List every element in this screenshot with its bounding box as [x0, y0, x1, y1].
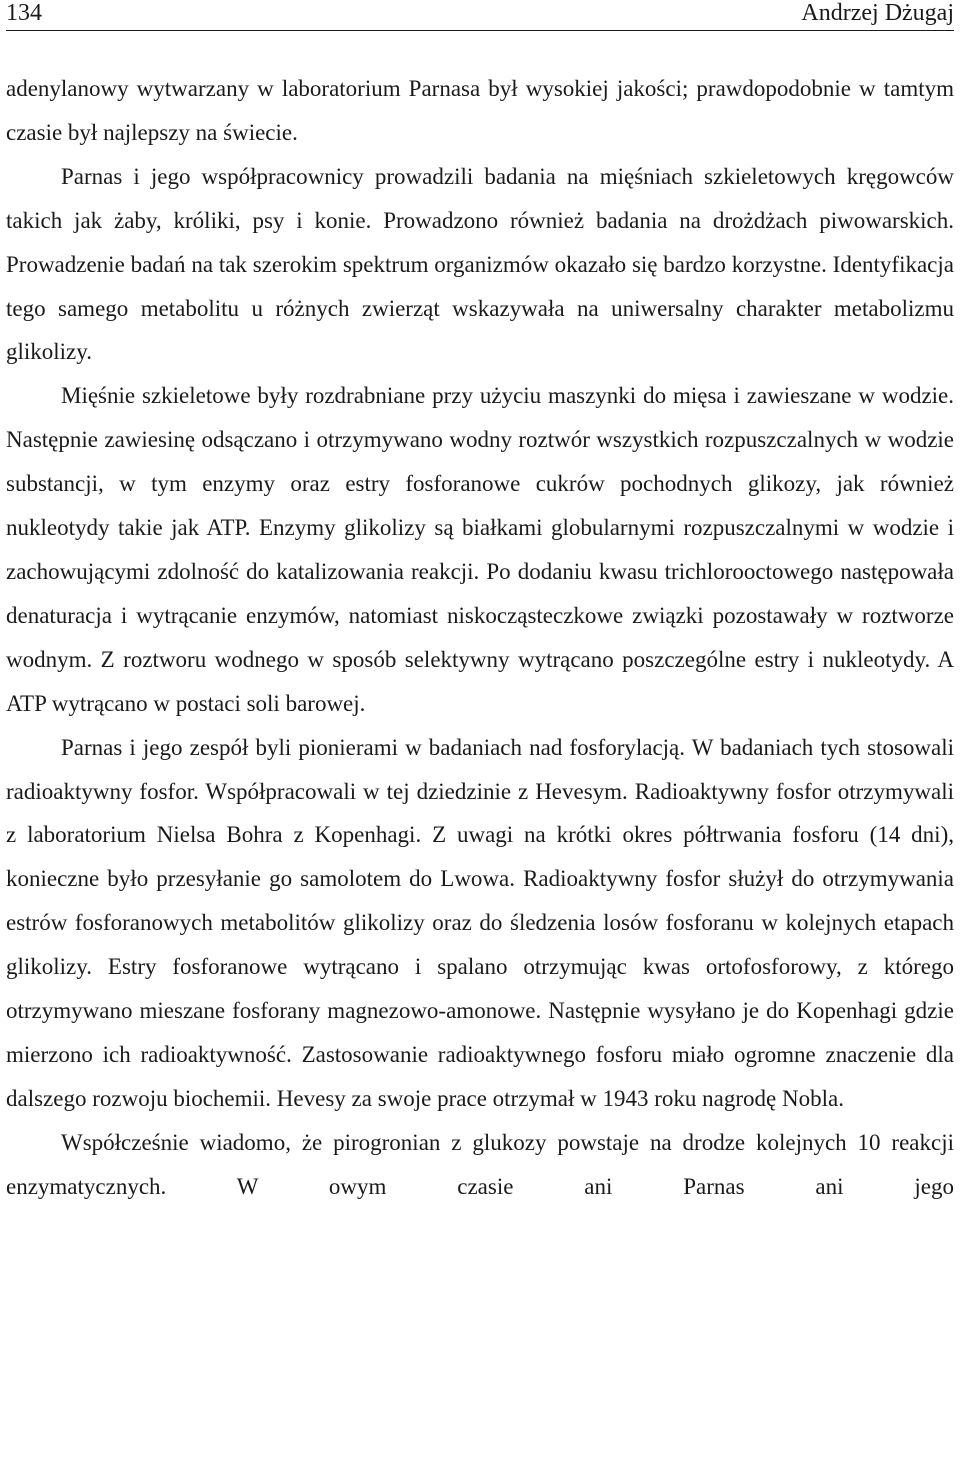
- paragraph-continues: Współcześnie wiadomo, że pirogronian z glukozy powstaje na drodze kolejnych 10 reakcji enzymatycznych. W owym czasie ani Parnas ani jego: [6, 1129, 954, 1199]
- running-header-author: Andrzej Dżugaj: [801, 0, 954, 26]
- page-header: [6, 0, 954, 31]
- paragraph: Mięśnie szkieletowe były rozdrabniane przy użyciu maszynki do mięsa i zawieszane w wodzie. Następnie zawiesinę odsączano i otrzymywano wodny roztwór wszystkich rozpuszczalnych w wodzie substancji, w tym enzymy oraz estry fosforanowe cukrów pochodnych glikozy, jak również nukleotydy takie jak ATP. Enzymy glikolizy są białkami globularnymi rozpuszczalnymi w wodzie i zachowującymi zdolność do katalizowania reakcji. Po dodaniu kwasu trichlorooctowego następowała denaturacja i wytrącanie enzymów, natomiast niskocząsteczkowe związki pozostawały w roztworze wodnym. Z roztworu wodnego w sposób selektywny wytrącano poszczególne estry i nukleotydy. A ATP wytrącano w postaci soli barowej.: [6, 383, 954, 716]
- paragraph: Parnas i jego zespół byli pionierami w badaniach nad fosforylacją. W badaniach tych stosowali radioaktywny fosfor. Współpracowali w tej dziedzinie z Hevesym. Radioaktywny fosfor otrzymywali z laboratorium Nielsa Bohra z Kopenhagi. Z uwagi na krótki okres półtrwania fosforu (14 dni), konieczne było przesyłanie go samolotem do Lwowa. Radioaktywny fosfor służył do otrzymywania estrów fosforanowych metabolitów glikolizy oraz do śledzenia losów fosforanu w kolejnych etapach glikolizy. Estry fosforanowe wytrącano i spalano otrzymując kwas ortofosforowy, z którego otrzymywano mieszane fosforany magnezowo-amonowe. Następnie wysyłano je do Kopenhagi gdzie mierzono ich radioaktywność. Zastosowanie radioaktywnego fosforu miało ogromne znaczenie dla dalszego rozwoju biochemii. Hevesy za swoje prace otrzymał w 1943 roku nagrodę Nobla.: [6, 734, 954, 1111]
- paragraph-continued: adenylanowy wytwarzany w laboratorium Parnasa był wysokiej jakości; prawdopodobnie w tamtym czasie był najlepszy na świecie.: [6, 76, 954, 145]
- page-body: [6, 67, 954, 1209]
- page-number: 134: [6, 0, 42, 26]
- paragraph: Parnas i jego współpracownicy prowadzili badania na mięśniach szkieletowych kręgowców takich jak żaby, króliki, psy i konie. Prowadzono również badania na drożdżach piwowarskich. Prowadzenie badań na tak szerokim spektrum organizmów okazało się bardzo korzystne. Identyfikacja tego samego metabolitu u różnych zwierząt wskazywała na uniwersalny charakter metabolizmu glikolizy.: [6, 163, 954, 365]
